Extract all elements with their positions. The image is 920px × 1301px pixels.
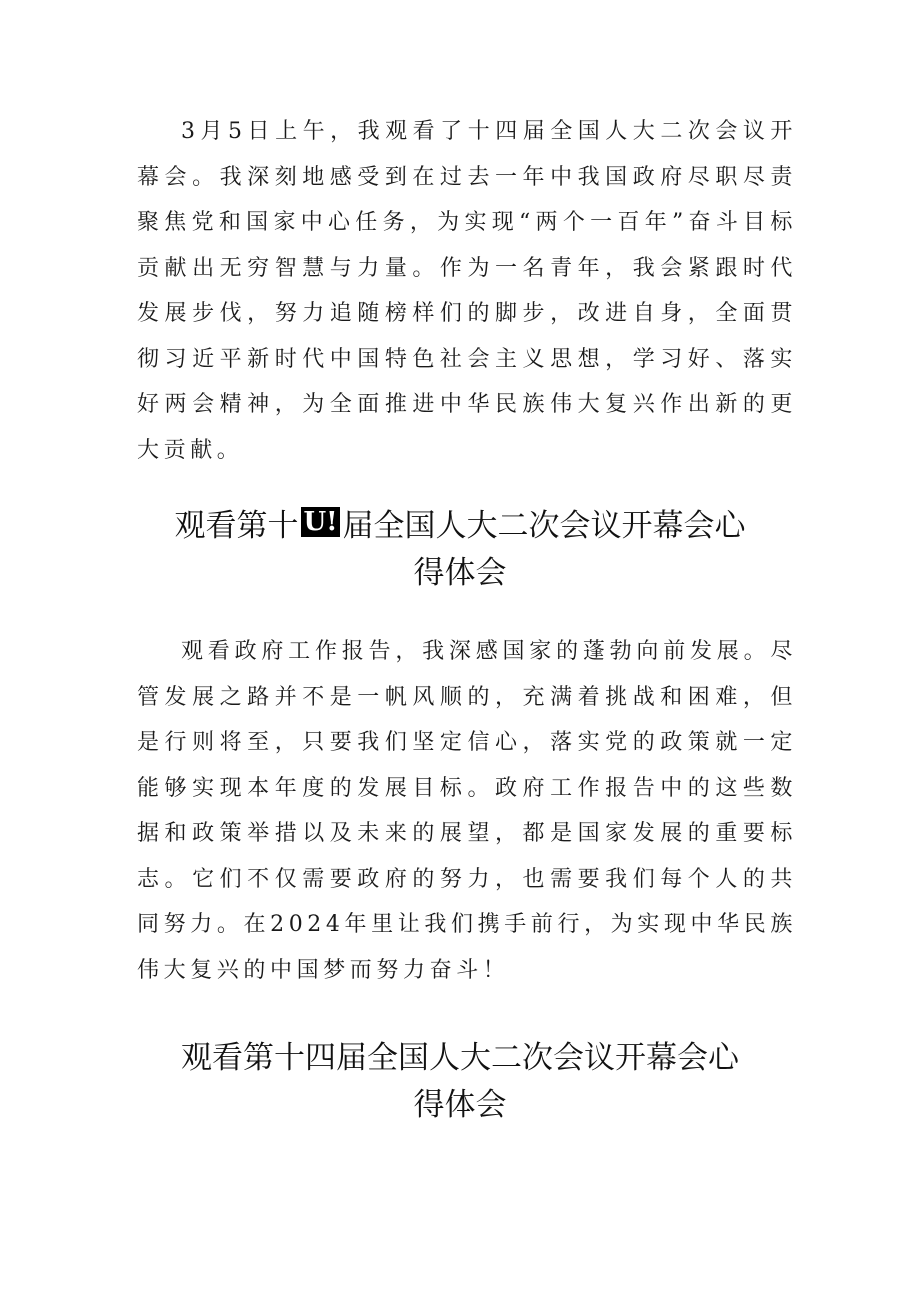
heading-2-line-2: 得体会 [413,1087,507,1123]
section-heading-1 [100,503,820,597]
body-paragraph-2: 观看政府工作报告，我深感国家的蓬勃向前发展。尽管发展之路并不是一帆风顺的，充满着挑战和困难，但是行则将至，只要我们坚定信心，落实党的政策就一定能够实现本年度的发展目标。政府工作报告中的这些数据和政策举措以及未来的展望，都是国家发展的重要标志。它们不仅需要政府的努力，也需要我们每个人的共同努力。在2024年里让我们携手前行，为实现中华民族伟大复兴的中国梦而努力奋斗！ [137,639,797,983]
heading-1-text-after: 届全国人大二次会议开幕会心 [342,508,746,544]
heading-1-glitch-glyph: U! [303,507,338,537]
section-heading-2 [100,1035,820,1129]
heading-1-text-before: 观看第十 [174,508,299,544]
heading-1-line-2: 得体会 [413,555,507,591]
body-paragraph-1: 3月5日上午，我观看了十四届全国人大二次会议开幕会。我深刻地感受到在过去一年中我国政府尽职尽责聚焦党和国家中心任务，为实现“两个一百年”奋斗目标贡献出无穷智慧与力量。作为一名青年，我会紧跟时代发展步伐，努力追随榜样们的脚步，改进自身，全面贯彻习近平新时代中国特色社会主义思想，学习好、落实好两会精神，为全面推进中华民族伟大复兴作出新的更大贡献。 [137,119,797,463]
heading-2-line-1: 观看第十四届全国人大二次会议开幕会心 [181,1040,739,1076]
